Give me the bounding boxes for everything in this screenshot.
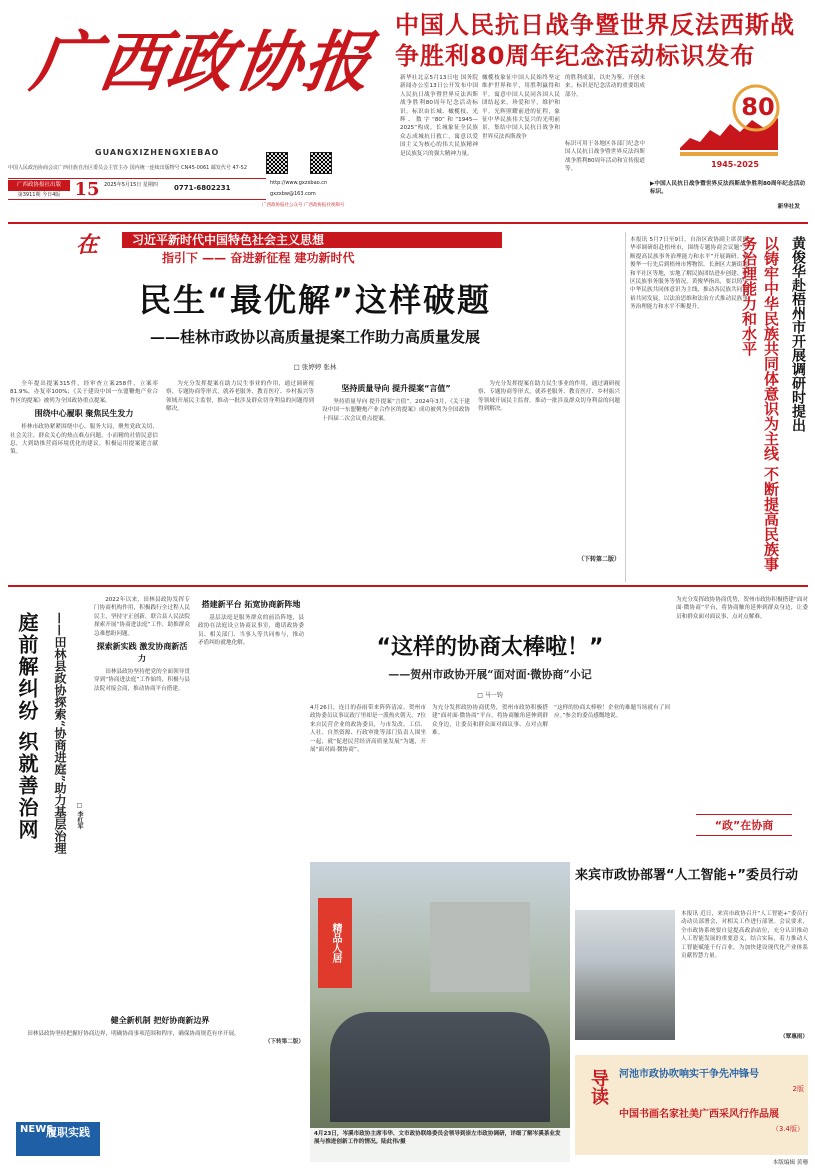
issue-number: 第3911期 今日4版 bbox=[17, 192, 61, 198]
right-subhead: 以铸牢中华民族共同体意识为主线 不断提高民族事务治理能力和水平 bbox=[740, 236, 780, 572]
consult-tag bbox=[696, 814, 792, 836]
main-sub1: 围绕中心履职 聚焦民生发力 bbox=[34, 409, 134, 419]
main-col4-body: 为充分发挥提案在助力民生事业的作用，通过调研视察、专题协商等形式，就养老服务、教育医疗、乡村振兴等领域开展民主监督，推动一批涉及群众切身利益的问题得到解决。 bbox=[478, 381, 620, 413]
right-article bbox=[625, 232, 810, 582]
masthead-logo: 广西政协报 bbox=[26, 23, 378, 101]
main-sub2: 坚持质量导向 提升提案“言值” bbox=[341, 384, 451, 393]
theme-banner bbox=[12, 230, 612, 266]
divider bbox=[8, 222, 808, 224]
middle-col1: 4月26日，连日的春雨带来阵阵清凉。贺州市政协委员议事议政厅里却是一派热火朝天。7位来自民营企业的政协委员，与市发改、工信、人社、自然资源、行政审批等部门负责人围坐一起，就“促进民营经济高质量发展”为题，开展“面对面·微协商”。 bbox=[310, 705, 426, 754]
divider bbox=[8, 585, 808, 587]
issue-phone: 0771-6802231 bbox=[174, 184, 231, 192]
top-article-col1: 新华社北京5月13日电 国务院新闻办公室13日公开发布中国人民抗日战争暨世界反法西斯战争胜利80周年纪念活动标识。标识由长城、橄榄枝、光辉、数字“80”和“1945—2025”构成。长城象征全民族众志成城抗日救亡，寓意以爱国主义为核心的伟大民族精神是民族复兴的强大精神力量。 bbox=[400, 75, 478, 157]
banner-line1: 习近平新时代中国特色社会主义思想 bbox=[122, 232, 502, 248]
laibin-article bbox=[575, 862, 808, 1052]
masthead-pinyin: GUANGXIZHENGXIEBAO bbox=[95, 148, 220, 157]
laibin-body: 本报讯 近日，来宾市政协召开“人工智能+”委员行动动员部署会，对相关工作进行部署。会议要求，全市政协系统要自觉提高政治站位，充分认识推动人工智能发展的重要意义，结合实际，着力推动人工智能赋能千行百业，为加快建设现代化产业体系贡献智慧力量。 bbox=[681, 911, 808, 960]
site-line bbox=[270, 178, 380, 200]
footer-editor: 本版编辑 黄珊 bbox=[772, 1160, 808, 1166]
consult-tag-text: “政”在协商 bbox=[714, 819, 774, 832]
top-article-col3: 的胜利成果，以史为鉴、开创未来。标识是纪念活动的重要组成部分。 bbox=[565, 75, 645, 98]
photo-sign: 精品人居 bbox=[318, 898, 352, 988]
left-col2 bbox=[198, 596, 304, 1016]
laibin-photo bbox=[575, 910, 675, 1040]
news-tag-top: NEWS bbox=[20, 1124, 54, 1135]
right-headline: 黄俊华赴梧州市开展调研时提出 bbox=[790, 236, 806, 432]
guide-item-2[interactable] bbox=[619, 1107, 804, 1147]
right-body: 本报讯 5月7日至9日，自治区政协副主席黄俊华率调研组赴梧州市，围绕专题协商会议题“不断提高民族事务治理能力和水平”开展调研。黄俊华一行先后到梧州市博物馆、长洲区大塘街道和平社区等地，实地了解民族团结进步创建、社区民族事务服务等情况。黄俊华指出，要以铸牢中华民族共同体意识为主线，推动各民族共同富裕共同发展，以法治思维和法治方式推动民族事务治理能力和水平不断提升。 bbox=[630, 237, 748, 311]
main-article bbox=[10, 268, 620, 568]
banner-badge: 在 bbox=[75, 232, 98, 258]
news-tag-label: 履职实践 bbox=[46, 1126, 90, 1139]
left-body4: 田林县政协坚持把握好协商边界，明确协商事项范围和程序，确保协商规范有序开展。 bbox=[27, 1031, 240, 1037]
guide-item-1-title: 河池市政协吹响实干争先冲锋号 bbox=[619, 1069, 759, 1080]
middle-col4: 为充分发挥政协协商优势，贺州市政协积极搭建“面对面·微协商”平台，将协商触角延伸到群众身边，让委员和群众面对面议事、点对点解难。 bbox=[676, 597, 808, 620]
masthead-sponsor: 中国人民政治协商会议广西壮族自治区委员会主管主办 国内统一连续出版物号 CN45-0061 邮发代号 47-52 bbox=[8, 165, 248, 171]
main-col3-body: 坚持质量导向 提升提案“言值”。2024年3月，《关于建设中国一东盟鞭炮产业合作区的提案》成功被列为全国政协十四届二次会议重点提案。 bbox=[322, 399, 470, 422]
left-sub3: 健全新机制 把好协商新边界 bbox=[110, 1016, 210, 1025]
guide-label: 导读 bbox=[588, 1069, 609, 1105]
qr-caption: 广西政协报社公众号 广西政协报社视频号 bbox=[262, 203, 345, 208]
issue-date: 2025年5月15日 星期四 bbox=[104, 182, 158, 188]
guide-item-2-page: （3.4版） bbox=[771, 1125, 804, 1133]
left-byline: □ 李红军 bbox=[76, 802, 83, 830]
main-col4 bbox=[478, 380, 620, 570]
guide-item-1-page: 2版 bbox=[792, 1085, 804, 1093]
banner-line2: 指引下 —— 奋进新征程 建功新时代 bbox=[162, 251, 355, 265]
middle-col2: 为充分发挥政协协商优势，贺州市政协积极搭建“面对面·微协商”平台，将协商触角延伸到群众身边，让委员和群众面对面议事、点对点解难。 bbox=[432, 705, 548, 737]
top-article-more[interactable]: ▶中国人民抗日战争暨世界反法西斯战争胜利80周年纪念活动标识。 bbox=[650, 181, 805, 196]
top-article-col2: 橄榄枝象征中国人民始终坚定维护世界和平，用胜利赢得和平。寓意中国人民同各国人民团结起来，珍爱和平，维护和平。光辉照耀前进的征程，象征中华民族伟大复兴的光明前景，集结中国人民抗日战争和世界反法西斯战争 bbox=[482, 75, 560, 140]
left-article bbox=[8, 592, 304, 1162]
top-article-credit: 新华社发 bbox=[777, 204, 800, 210]
main-col3 bbox=[322, 380, 470, 570]
main-col2-body: 为充分发挥提案在助力民生事业的作用，通过调研视察、专题协商等形式，就养老服务、教育医疗、乡村振兴等领域开展民主监督，推动一批涉及群众切身利益的问题得到解决。 bbox=[166, 381, 314, 413]
left-body3: 基层法庭是服务群众的前沿阵地，县政协在法庭设立协商议事室，邀请政协委员、相关部门、当事人等共同参与，推动矛盾纠纷就地化解。 bbox=[198, 615, 304, 647]
left-bottom bbox=[16, 1012, 304, 1122]
main-col1 bbox=[10, 380, 158, 570]
anniversary-number: 80 bbox=[741, 93, 775, 121]
main-subhead: ——桂林市政协以高质量提案工作助力高质量发展 bbox=[149, 328, 480, 346]
photo-caption: 4月23日，岑溪市政协主席韦华、文市政协联络委员会领导到崇左市政协调研，详细了解岑溪茶业发展与推进创新工作的情况。陆此伟/摄 bbox=[310, 1128, 570, 1162]
top-article-col4: 标识可用于各地区各部门纪念中国人民抗日战争暨世界反法西斯战争胜利80周年活动和宣传报道等。 bbox=[565, 141, 645, 173]
main-byline: □ 张婷婷 张林 bbox=[293, 363, 337, 371]
issue-day: 15 bbox=[74, 179, 100, 200]
photo-crowd bbox=[330, 1012, 550, 1122]
masthead bbox=[0, 0, 815, 225]
middle-byline: □ 马一钧 bbox=[477, 692, 503, 699]
photo-building bbox=[430, 902, 530, 992]
middle-subhead: ——贺州市政协开展“面对面·微协商”小记 bbox=[388, 668, 592, 681]
main-headline: 民生“最优解”这样破题 bbox=[138, 281, 492, 319]
guide-item-2-title: 中国书画名家社美广西采风行作品展 bbox=[619, 1109, 779, 1120]
anniversary-logo bbox=[660, 78, 800, 178]
left-body: 2022年以来，田林县政协发挥专门协商机构作用，积极践行全过程人民民主，坚持守正创新，联合县人民法院探索开展“协商进法庭”工作，助推群众急难愁盼问题。 bbox=[94, 597, 190, 637]
left-sub1: 探索新实践 激发协商新活力 bbox=[96, 642, 188, 664]
issue-box bbox=[8, 178, 266, 200]
main-jump[interactable]: （下转第二版） bbox=[577, 556, 620, 563]
left-jump[interactable]: （下转第二版） bbox=[264, 1039, 304, 1046]
middle-col3: “这样的协商太棒啦！企业的难题当场就有了回应。”参会的委员感慨地说。 bbox=[554, 705, 670, 720]
middle-continuation bbox=[676, 592, 808, 860]
issue-publisher: 广西政协报社出版 bbox=[8, 180, 70, 191]
left-body2: 田林县政协坚持把党的全面领导贯穿到“协商进法庭”工作始终，积极与县法院对接会商，推动协商平台搭建。 bbox=[94, 669, 190, 692]
site-url[interactable]: http://www.gxzxbao.cn bbox=[270, 180, 328, 186]
top-headline: 中国人民抗日战争暨世界反法西斯战争胜利80周年纪念活动标识发布 bbox=[395, 11, 795, 70]
news-photo bbox=[310, 862, 570, 1162]
qr-code[interactable] bbox=[310, 152, 332, 174]
qr-code[interactable] bbox=[266, 152, 288, 174]
left-headline: 庭前解纠纷 织就善治网 bbox=[15, 612, 39, 841]
left-col1 bbox=[94, 596, 190, 1016]
guide-box bbox=[575, 1055, 808, 1155]
main-col1-body: 桂林市政协紧紧围绕中心、服务大局，聚焦党政关切、社会关注、群众关心的热点难点问题，小而精的社情民意信息，大到助推营商环境优化的建议，积极运用提案建言献策。 bbox=[10, 424, 158, 456]
left-subhead: ——田林县政协探索“协商进庭”助力基层治理 bbox=[53, 612, 67, 854]
laibin-credit: （覃惠雨） bbox=[780, 1034, 808, 1040]
site-email[interactable]: gxzxbw@163.com bbox=[270, 191, 316, 197]
laibin-headline: 来宾市政协部署“人工智能+”委员行动 bbox=[575, 868, 798, 883]
middle-headline: “这样的协商太棒啦！” bbox=[376, 635, 604, 660]
left-sub2: 搭建新平台 拓宽协商新阵地 bbox=[201, 600, 301, 609]
main-lead: 全年提出提案315件，经审查立案258件，立案率81.9%，办复率100%；《关于建设中国一东盟鞭炮产业合作区的提案》被列为全国政协重点提案。 bbox=[10, 381, 158, 404]
middle-article bbox=[310, 592, 670, 860]
news-tag bbox=[16, 1122, 100, 1156]
main-col2 bbox=[166, 380, 314, 570]
anniversary-years: 1945-2025 bbox=[711, 160, 759, 169]
guide-item-1[interactable] bbox=[619, 1067, 804, 1103]
